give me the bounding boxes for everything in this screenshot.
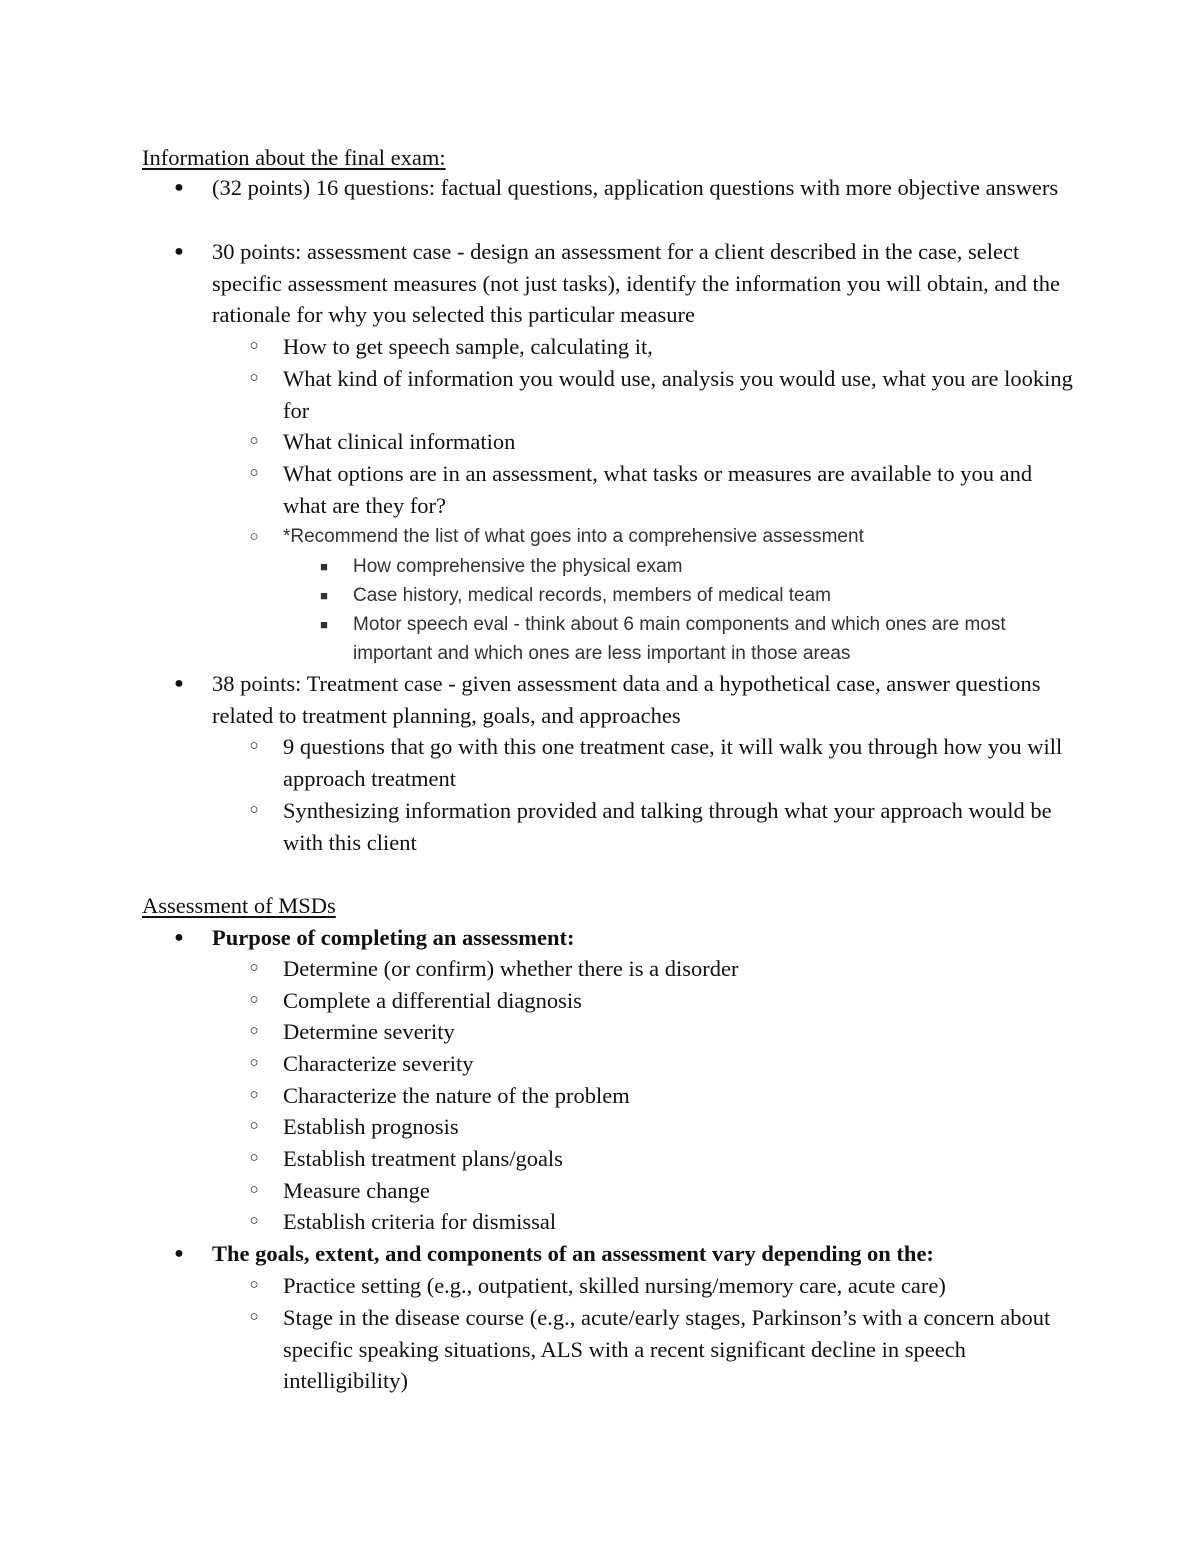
list-item-text: Motor speech eval - think about 6 main components and which ones are most important and which ones are less important in those areas: [353, 614, 1006, 664]
list-item-text: The goals, extent, and components of an assessment vary depending on the:: [212, 1241, 934, 1266]
bullet-circle-icon: ○: [249, 960, 259, 976]
list-item: [249, 731, 1073, 794]
bullet-circle-icon: ○: [249, 1309, 259, 1325]
section-heading-final-exam: Information about the final exam:: [142, 145, 446, 170]
bullet-circle-icon: ○: [249, 433, 259, 449]
list-item: [320, 581, 1073, 610]
list-item-text: 38 points: Treatment case - given assessment data and a hypothetical case, answer questions related to treatment planning, goals, and approaches: [212, 671, 1041, 728]
bullet-circle-icon: ○: [249, 1182, 259, 1198]
bullet-circle-icon: ○: [249, 1023, 259, 1039]
list-item-text: Characterize the nature of the problem: [283, 1083, 630, 1108]
bullet-circle-icon: ○: [249, 1087, 259, 1103]
bullet-circle-icon: ○: [249, 1055, 259, 1071]
list-item-text: Complete a differential diagnosis: [283, 988, 582, 1013]
section-heading-assessment-msds: Assessment of MSDs: [142, 893, 336, 918]
list-item: [249, 458, 1073, 521]
list-item: [249, 795, 1073, 858]
bullet-circle-icon: ○: [249, 1213, 259, 1229]
bullet-disc-icon: ●: [174, 675, 184, 692]
list-item: [249, 1048, 1073, 1080]
bullet-circle-icon: ○: [249, 528, 259, 545]
list-item-text: Practice setting (e.g., outpatient, skilled nursing/memory care, acute care): [283, 1273, 946, 1298]
list-item: [249, 426, 1073, 458]
list-item-text: Measure change: [283, 1178, 430, 1203]
list-item-text: Establish criteria for dismissal: [283, 1209, 557, 1234]
bullet-circle-icon: ○: [249, 338, 259, 354]
list-item-text: Determine severity: [283, 1019, 455, 1044]
list-item-text: *Recommend the list of what goes into a comprehensive assessment: [283, 526, 864, 547]
list-item-text: 30 points: assessment case - design an assessment for a client described in the case, select specific assessment measures (not just tasks), identify the information you will obtain, and the rationale for why you selected this particular measure: [212, 239, 1060, 327]
list-item: [249, 985, 1073, 1017]
list-item: [174, 922, 1072, 954]
bullet-disc-icon: ●: [174, 1245, 184, 1262]
list-item: [320, 552, 1073, 581]
bullet-disc-icon: ●: [174, 929, 184, 946]
list-item: [249, 1270, 1073, 1302]
list-item: [174, 668, 1072, 731]
bullet-square-icon: ■: [320, 559, 328, 574]
list-item: [249, 1175, 1073, 1207]
list-item: [249, 522, 1073, 551]
list-item-text: Characterize severity: [283, 1051, 474, 1076]
list-item-text: Synthesizing information provided and talking through what your approach would be with this client: [283, 798, 1052, 855]
bullet-square-icon: ■: [320, 588, 328, 603]
list-item-text: Case history, medical records, members of medical team: [353, 585, 831, 606]
list-item-text: How comprehensive the physical exam: [353, 556, 683, 577]
list-item: [249, 331, 1073, 363]
bullet-circle-icon: ○: [249, 738, 259, 754]
list-item-text: Purpose of completing an assessment:: [212, 925, 575, 950]
list-item-text: What kind of information you would use, analysis you would use, what you are looking for: [283, 366, 1073, 423]
list-item-text: Establish prognosis: [283, 1114, 459, 1139]
list-item-text: Establish treatment plans/goals: [283, 1146, 563, 1171]
bullet-circle-icon: ○: [249, 370, 259, 386]
list-item: [174, 172, 1072, 204]
bullet-circle-icon: ○: [249, 1277, 259, 1293]
list-item-text: How to get speech sample, calculating it,: [283, 334, 653, 359]
list-item: [249, 1143, 1073, 1175]
list-item: [249, 1206, 1073, 1238]
list-item: [249, 953, 1073, 985]
bullet-circle-icon: ○: [249, 992, 259, 1008]
bullet-disc-icon: ●: [174, 243, 184, 260]
list-item-text: Stage in the disease course (e.g., acute/early stages, Parkinson’s with a concern about specific speaking situations, ALS with a recent significant decline in speech intelligibility): [283, 1305, 1051, 1393]
list-item: [249, 1016, 1073, 1048]
list-item-text: 9 questions that go with this one treatment case, it will walk you through how you will approach treatment: [283, 734, 1063, 791]
list-item-text: What options are in an assessment, what tasks or measures are available to you and what are they for?: [283, 461, 1033, 518]
list-item: [249, 1080, 1073, 1112]
list-item: [174, 236, 1072, 331]
bullet-disc-icon: ●: [174, 179, 184, 196]
bullet-circle-icon: ○: [249, 1150, 259, 1166]
list-item: [174, 1238, 1072, 1270]
list-item-text: What clinical information: [283, 429, 516, 454]
bullet-square-icon: ■: [320, 617, 328, 632]
list-item-text: Determine (or confirm) whether there is a disorder: [283, 956, 739, 981]
list-item: [249, 1111, 1073, 1143]
list-item: [320, 610, 1073, 668]
list-item: [249, 363, 1073, 426]
list-item: [249, 1302, 1073, 1397]
bullet-circle-icon: ○: [249, 1118, 259, 1134]
list-item-text: (32 points) 16 questions: factual questions, application questions with more objective answers: [212, 175, 1059, 200]
bullet-circle-icon: ○: [249, 465, 259, 481]
bullet-circle-icon: ○: [249, 802, 259, 818]
